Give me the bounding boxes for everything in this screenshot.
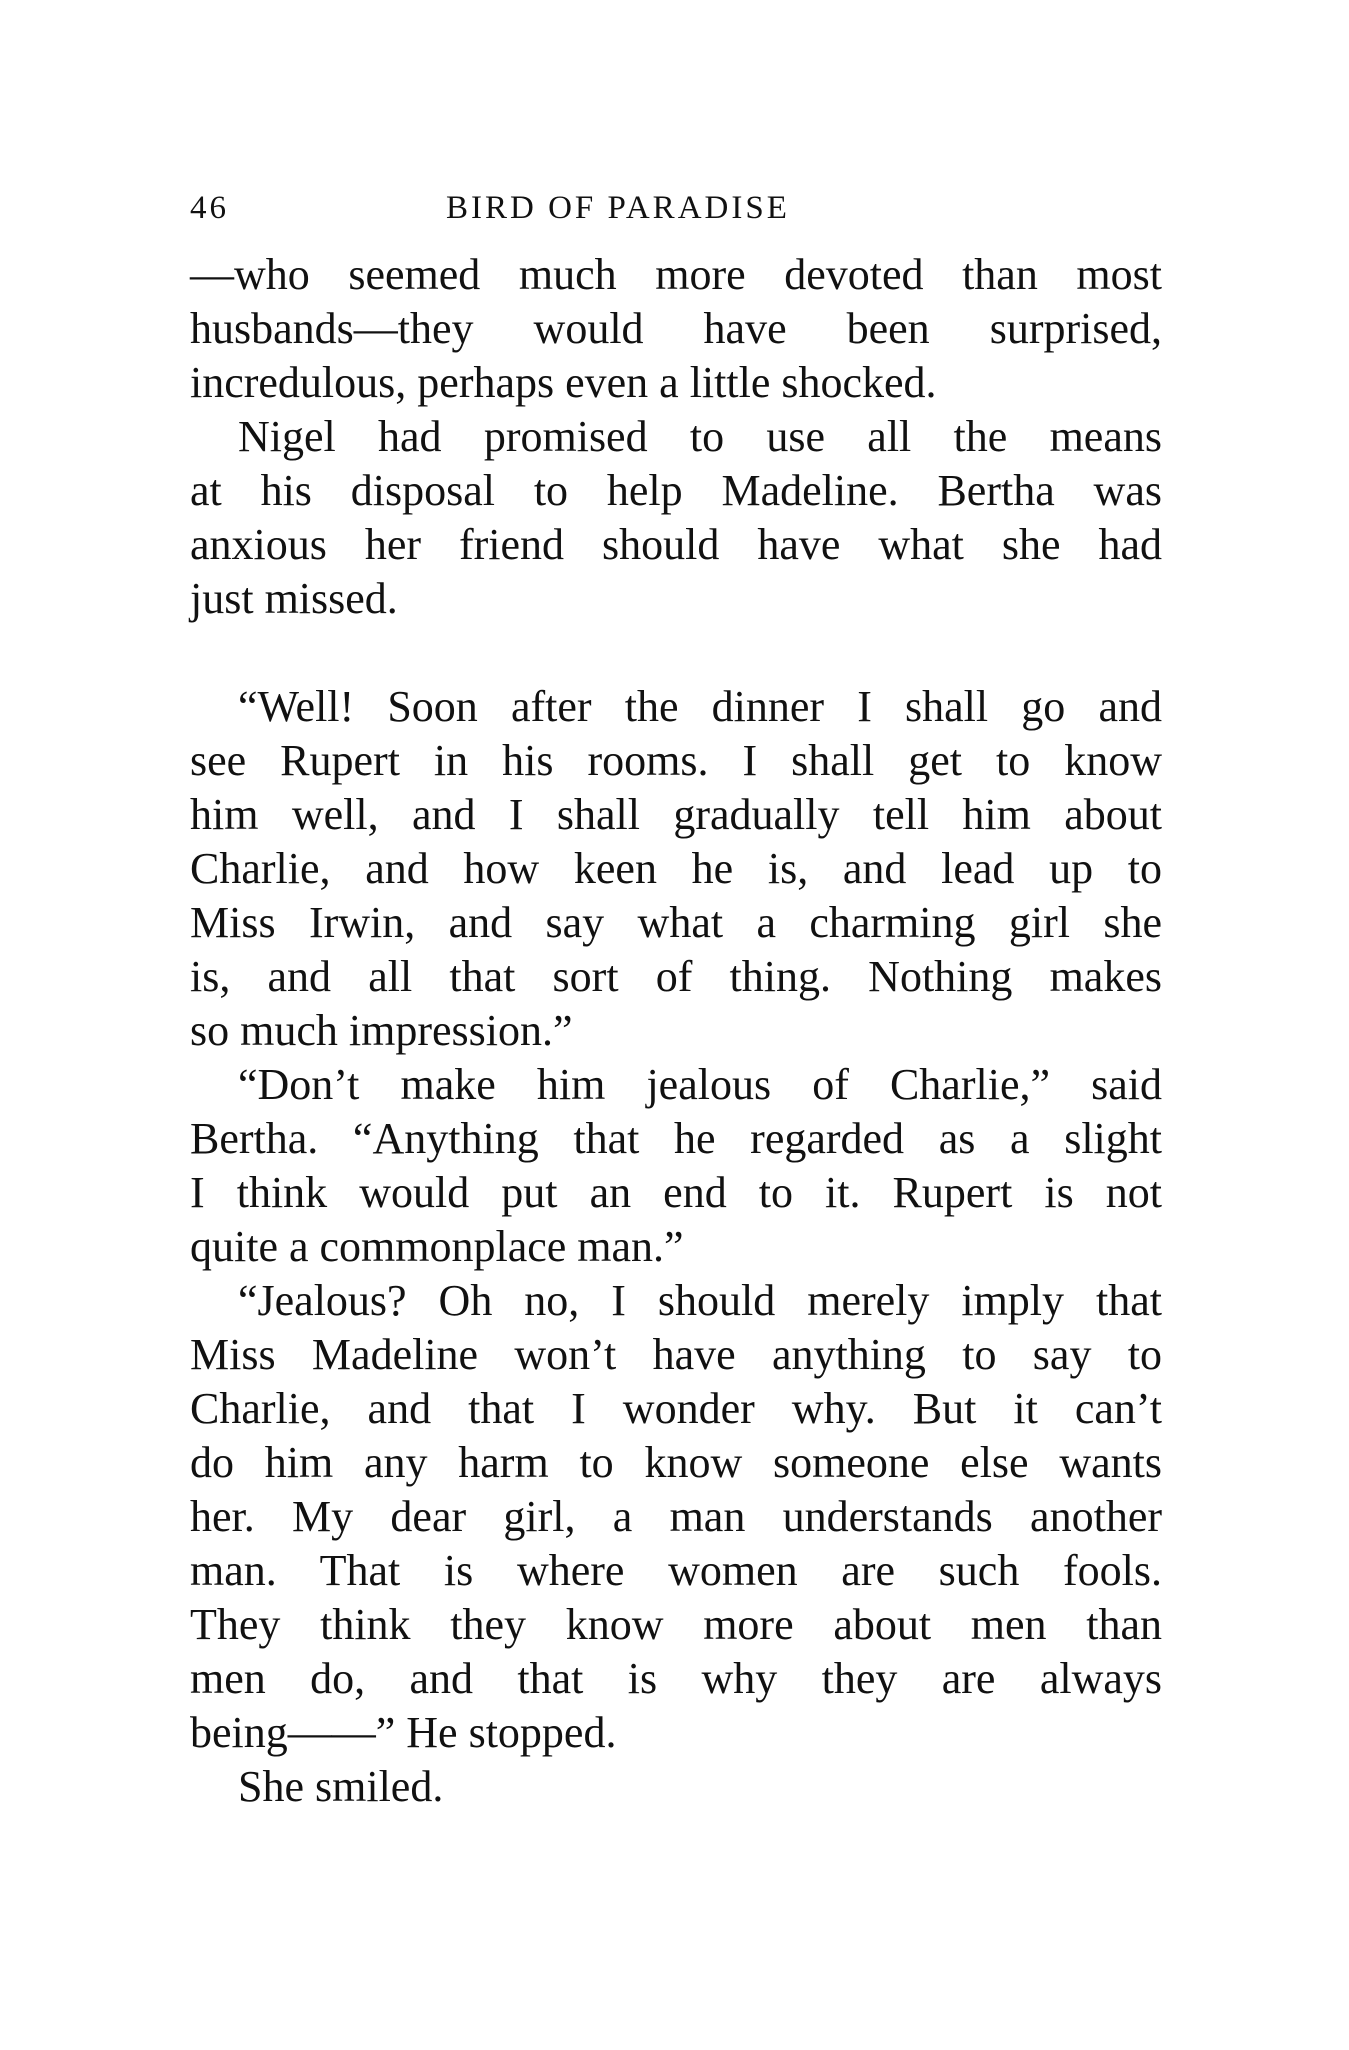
text-line: men do, and that is why they are always xyxy=(190,1654,1162,1703)
text-line: husbands—they would have been surprised, xyxy=(190,304,1162,353)
text-line: I think would put an end to it. Rupert is not xyxy=(190,1168,1162,1217)
text-line: see Rupert in his rooms. I shall get to know xyxy=(190,736,1162,785)
text-line: Miss Madeline won’t have anything to say to xyxy=(190,1330,1162,1379)
text-line: just missed. xyxy=(190,574,398,623)
text-line: incredulous, perhaps even a little shocked. xyxy=(190,358,937,407)
text-line: him well, and I shall gradually tell him about xyxy=(190,790,1162,839)
text-line: do him any harm to know someone else wants xyxy=(190,1438,1162,1487)
text-line: Bertha. “Anything that he regarded as a slight xyxy=(190,1114,1162,1163)
page-number: 46 xyxy=(190,190,229,226)
text-line: is, and all that sort of thing. Nothing makes xyxy=(190,952,1162,1001)
text-line: man. That is where women are such fools. xyxy=(190,1546,1162,1595)
text-line: anxious her friend should have what she had xyxy=(190,520,1162,569)
text-line: —who seemed much more devoted than most xyxy=(190,250,1162,299)
text-line: quite a commonplace man.” xyxy=(190,1222,684,1271)
text-line: “Well! Soon after the dinner I shall go and xyxy=(238,682,1162,731)
running-title: BIRD OF PARADISE xyxy=(446,190,790,226)
text-line: Miss Irwin, and say what a charming girl she xyxy=(190,898,1162,947)
text-line: She smiled. xyxy=(238,1762,444,1811)
text-line: so much impression.” xyxy=(190,1006,573,1055)
text-line: her. My dear girl, a man understands another xyxy=(190,1492,1162,1541)
text-line: “Jealous? Oh no, I should merely imply that xyxy=(238,1276,1162,1325)
text-line: Nigel had promised to use all the means xyxy=(238,412,1162,461)
text-line: “Don’t make him jealous of Charlie,” said xyxy=(238,1060,1162,1109)
text-line: at his disposal to help Madeline. Bertha was xyxy=(190,466,1162,515)
text-line: They think they know more about men than xyxy=(190,1600,1162,1649)
text-line: Charlie, and that I wonder why. But it can’t xyxy=(190,1384,1162,1433)
text-line: being——” He stopped. xyxy=(190,1708,617,1757)
text-line: Charlie, and how keen he is, and lead up to xyxy=(190,844,1162,893)
running-head xyxy=(190,190,1162,240)
